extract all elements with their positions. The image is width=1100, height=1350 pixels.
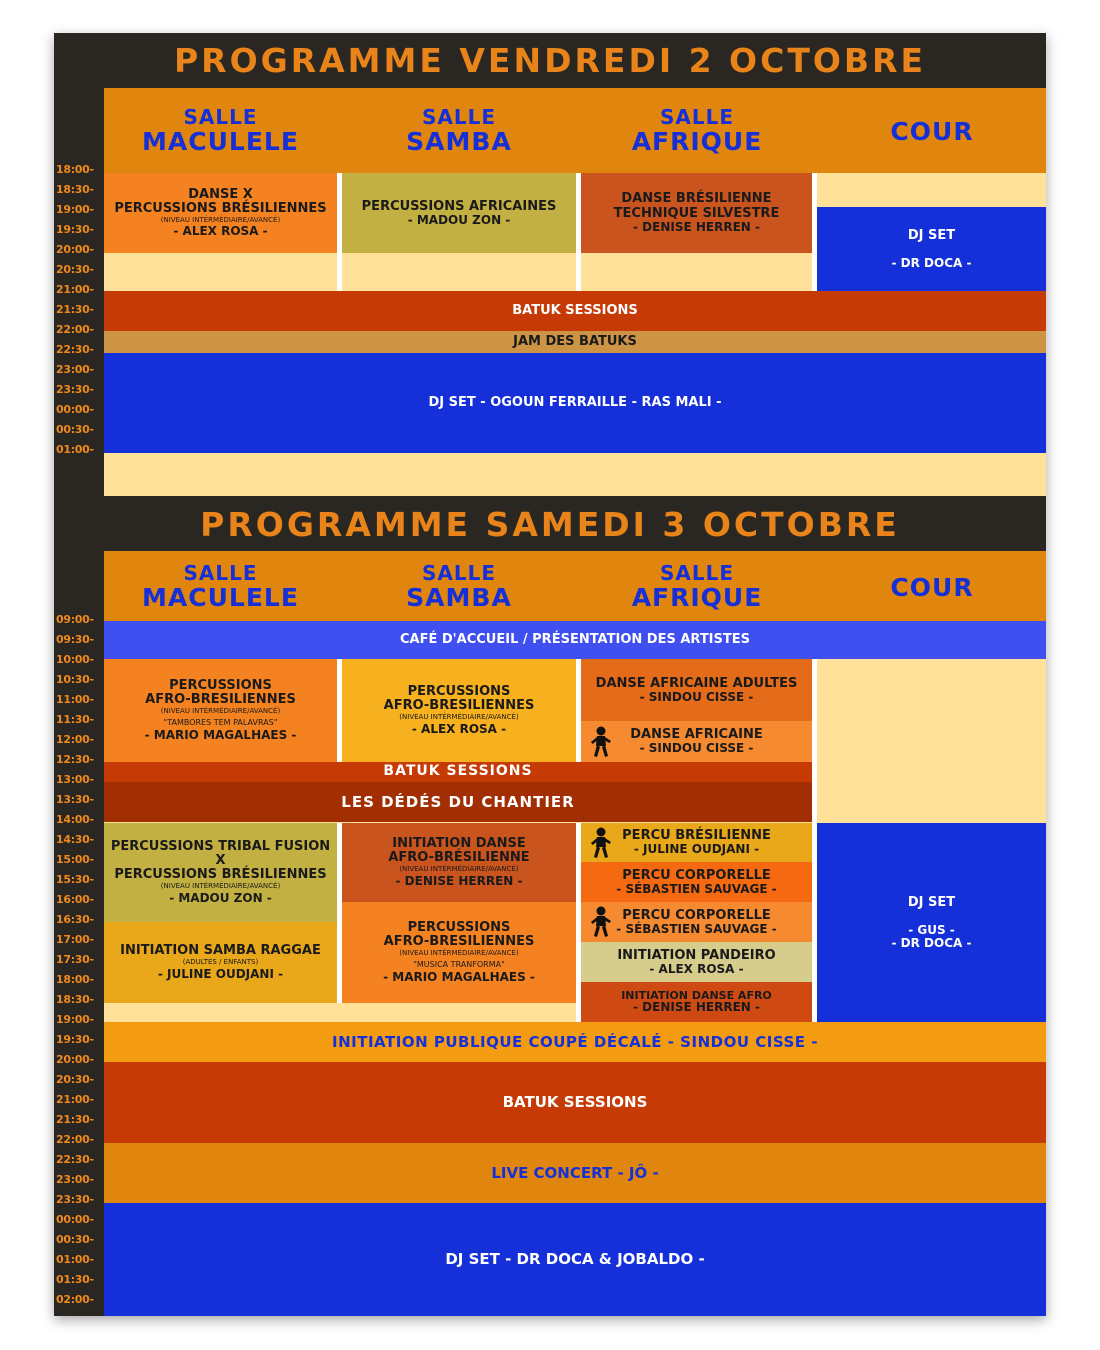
saturday-event-percu-corpo-1: [581, 862, 812, 902]
event-artist: - MARIO MAGALHAES -: [144, 728, 297, 743]
event-name: DJ SET - DR DOCA & JOBALDO -: [445, 1250, 705, 1269]
time-label: 01:30-: [56, 1273, 94, 1286]
col-line1: SALLE: [183, 105, 258, 129]
saturday-event-perc-afro-3: [342, 902, 576, 1003]
event-level: (NIVEAU INTÉRMÉDIAIRE/AVANCÉ): [399, 713, 519, 722]
event-name: AFRO-BRESILIENNES: [145, 691, 296, 707]
event-quote: "MUSICA TRANFORMA": [413, 959, 505, 969]
col-line1: SALLE: [421, 560, 497, 585]
time-label: 22:30-: [56, 343, 94, 356]
time-label: 23:30-: [56, 383, 94, 396]
time-label: 00:30-: [56, 1233, 94, 1246]
time-label: 20:00-: [56, 1053, 94, 1066]
friday-event-danse-bresilienne: [581, 173, 812, 253]
time-label: 00:00-: [56, 1213, 94, 1226]
time-label: 20:30-: [56, 263, 94, 276]
event-name: PERCUSSIONS BRÉSILIENNES: [114, 867, 327, 883]
time-label: 20:30-: [56, 1073, 94, 1086]
event-name: DANSE AFRICAINE: [630, 727, 763, 742]
saturday-event-live: [104, 1143, 1046, 1203]
event-name: PERCUSSIONS TRIBAL FUSION X: [110, 839, 331, 869]
col-line2: MACULELE: [142, 582, 299, 612]
event-quote: "TAMBORES TEM PALAVRAS": [163, 717, 278, 727]
event-name: INITIATION PUBLIQUE COUPÉ DÉCALÉ - SINDOU CISSE -: [332, 1032, 818, 1051]
col-line2: AFRIQUE: [631, 582, 763, 612]
friday-title: PROGRAMME VENDREDI 2 OCTOBRE: [174, 41, 926, 80]
child-silhouette-icon: [589, 827, 613, 859]
event-level: (NIVEAU INTÉRMÉDIAIRE/AVANCÉ): [399, 948, 519, 957]
event-artist: - MADOU ZON -: [169, 890, 272, 905]
event-name: BATUK SESSIONS: [512, 302, 638, 318]
saturday-event-dj-set-night: [104, 1203, 1046, 1316]
saturday-event-init-danse-afro-bres: [342, 823, 576, 902]
time-label: 10:00-: [56, 653, 94, 666]
saturday-event-samba-raggae: [104, 922, 337, 1003]
time-label: 00:00-: [56, 403, 94, 416]
time-label: 11:30-: [56, 713, 94, 726]
saturday-event-percu-corpo-2: [581, 902, 812, 942]
event-artist: - MADOU ZON -: [407, 212, 511, 227]
child-silhouette-icon: [589, 906, 613, 938]
event-artist: - DR DOCA -: [891, 935, 972, 950]
event-artist: - JULINE OUDJANI -: [157, 966, 284, 981]
time-label: 00:30-: [56, 423, 94, 436]
friday-col-maculele: [104, 88, 337, 173]
time-label: 23:00-: [56, 363, 94, 376]
time-label: 22:30-: [56, 1153, 94, 1166]
time-label: 17:30-: [56, 953, 94, 966]
time-label: 13:00-: [56, 773, 94, 786]
event-name: DANSE X: [188, 186, 253, 202]
friday-event-jam: [104, 331, 1046, 353]
event-level: (NIVEAU INTÉRMÉDIAIRE/AVANCÉ): [160, 706, 281, 715]
time-label: 09:30-: [56, 633, 94, 646]
event-artist: - SINDOU CISSE -: [639, 741, 754, 756]
event-name: AFRO-BRESILIENNES: [383, 933, 535, 949]
child-silhouette-icon: [589, 726, 613, 758]
event-name: DJ SET: [907, 894, 956, 910]
col-line1: SALLE: [659, 560, 735, 585]
event-name: PERCU CORPORELLE: [622, 867, 771, 883]
friday-event-dj-set-cour: [817, 207, 1046, 291]
time-label: 15:30-: [56, 873, 94, 886]
time-label: 23:00-: [56, 1173, 94, 1186]
time-label: 20:00-: [56, 243, 94, 256]
event-name: DANSE BRÉSILIENNE: [621, 191, 772, 207]
event-name: BATUK SESSIONS: [383, 763, 533, 780]
event-name: DANSE AFRICAINE ADULTES: [595, 675, 798, 691]
saturday-event-perc-afro-2: [342, 659, 576, 762]
saturday-event-coupe-decale: [104, 1022, 1046, 1062]
event-name: CAFÉ D'ACCUEIL / PRÉSENTATION DES ARTISTES: [400, 631, 750, 647]
time-label: 18:00-: [56, 163, 94, 176]
friday-event-batuk: [104, 291, 1046, 331]
col-line2: MACULELE: [142, 127, 299, 156]
event-name: AFRO-BRESILIENNES: [383, 698, 535, 714]
friday-end-cream: [104, 453, 1046, 496]
col-line1: SALLE: [421, 105, 497, 129]
saturday-col-samba: [342, 551, 576, 621]
time-label: 18:30-: [56, 993, 94, 1006]
col-line2: SAMBA: [406, 127, 512, 156]
saturday-event-perc-afro-1: [104, 659, 337, 762]
time-label: 01:00-: [56, 1253, 94, 1266]
time-label: 15:00-: [56, 853, 94, 866]
event-name: TECHNIQUE SILVESTRE: [613, 205, 780, 221]
event-artist: - MARIO MAGALHAES -: [383, 970, 535, 985]
time-label: 21:00-: [56, 1093, 94, 1106]
event-name: PERCUSSIONS: [169, 677, 272, 693]
time-label: 09:00-: [56, 613, 94, 626]
saturday-event-percu-bres: [581, 823, 812, 862]
col-line2: COUR: [890, 572, 974, 602]
time-label: 01:00-: [56, 443, 94, 456]
event-artist: - SÉBASTIEN SAUVAGE -: [616, 881, 777, 896]
time-label: 10:30-: [56, 673, 94, 686]
event-artist: - ALEX ROSA -: [173, 224, 268, 239]
time-label: 21:30-: [56, 303, 94, 316]
friday-col-afrique: [580, 88, 814, 173]
time-label: 21:00-: [56, 283, 94, 296]
festival-programme-poster: [54, 33, 1046, 1316]
saturday-header-row: [104, 551, 1046, 621]
friday-event-danse-x: [104, 173, 337, 253]
saturday-event-danse-africaine-adultes: [581, 659, 812, 721]
time-label: 16:00-: [56, 893, 94, 906]
event-name: INITIATION DANSE: [392, 836, 526, 852]
friday-col-cour: [818, 88, 1046, 173]
time-label: 12:00-: [56, 733, 94, 746]
event-artist: - GUS -: [908, 922, 955, 937]
event-level: (NIVEAU INTÉRMÉDIAIRE/AVANCÉ): [160, 215, 281, 224]
friday-col-samba: [342, 88, 576, 173]
event-artist: - DENISE HERREN -: [633, 1000, 760, 1015]
time-label: 22:00-: [56, 1133, 94, 1146]
event-level: (ADULTES / ENFANTS): [182, 958, 259, 967]
time-label: 18:30-: [56, 183, 94, 196]
friday-header-row: [104, 88, 1046, 173]
event-artist: - DR DOCA -: [891, 255, 972, 270]
saturday-title: PROGRAMME SAMEDI 3 OCTOBRE: [200, 505, 900, 544]
saturday-event-dedes: [104, 782, 812, 822]
event-name: PERCUSSIONS: [407, 684, 511, 700]
time-label: 13:30-: [56, 793, 94, 806]
event-artist: - DENISE HERREN -: [395, 873, 523, 888]
event-level: (NIVEAU INTÉRMÉDIAIRE/AVANCÉ): [399, 865, 519, 874]
event-name: PERCUSSIONS AFRICAINES: [361, 198, 557, 214]
time-label: 02:00-: [56, 1293, 94, 1306]
time-label: 14:30-: [56, 833, 94, 846]
event-level: (NIVEAU INTÉRMÉDIAIRE/AVANCÉ): [160, 882, 281, 891]
event-name: PERCU BRÉSILIENNE: [622, 828, 771, 843]
time-label: 19:30-: [56, 1033, 94, 1046]
event-name: PERCU CORPORELLE: [622, 907, 771, 923]
time-label: 12:30-: [56, 753, 94, 766]
saturday-event-batuk-evening: [104, 1062, 1046, 1143]
saturday-event-danse-africaine-kids: [581, 721, 812, 762]
friday-event-dj-set-night: [104, 353, 1046, 453]
event-name: PERCUSSIONS: [407, 919, 511, 935]
saturday-event-dj-set-cour: [817, 823, 1046, 1022]
col-line1: SALLE: [659, 105, 735, 129]
saturday-event-tribal-fusion: [104, 823, 337, 922]
event-name: BATUK SESSIONS: [502, 1093, 648, 1112]
time-label: 18:00-: [56, 973, 94, 986]
saturday-col-afrique: [580, 551, 814, 621]
time-label: 19:30-: [56, 223, 94, 236]
event-artist: - DENISE HERREN -: [633, 219, 760, 234]
saturday-event-init-danse-afro: [581, 982, 812, 1022]
saturday-event-batuk-midday: [104, 762, 812, 782]
time-label: 19:00-: [56, 203, 94, 216]
time-label: 22:00-: [56, 323, 94, 336]
event-name: INITIATION SAMBA RAGGAE: [120, 943, 321, 959]
event-name: AFRO-BRÉSILIENNE: [388, 850, 530, 866]
event-artist: - SINDOU CISSE -: [639, 689, 754, 704]
saturday-event-cafe: [104, 621, 1046, 659]
saturday-col-cour: [818, 551, 1046, 621]
event-name: LIVE CONCERT - JÔ -: [491, 1163, 659, 1182]
event-artist: - ALEX ROSA -: [649, 961, 744, 976]
event-artist: - SÉBASTIEN SAUVAGE -: [616, 921, 777, 936]
time-label: 21:30-: [56, 1113, 94, 1126]
col-line2: SAMBA: [406, 582, 512, 612]
event-name: PERCUSSIONS BRÉSILIENNES: [114, 200, 327, 216]
col-line1: SALLE: [183, 560, 258, 585]
friday-event-perc-africaines: [342, 173, 576, 253]
col-line2: AFRIQUE: [631, 127, 763, 156]
event-artist: - ALEX ROSA -: [411, 721, 507, 736]
time-label: 11:00-: [56, 693, 94, 706]
event-name: JAM DES BATUKS: [513, 333, 637, 349]
event-name: DJ SET - OGOUN FERRAILLE - RAS MALI -: [428, 394, 722, 410]
event-name: DJ SET: [907, 227, 956, 243]
time-label: 14:00-: [56, 813, 94, 826]
event-name: INITIATION PANDEIRO: [617, 947, 776, 963]
saturday-col-maculele: [104, 551, 337, 621]
event-name: LES DÉDÉS DU CHANTIER: [341, 792, 575, 811]
time-label: 19:00-: [56, 1013, 94, 1026]
time-label: 23:30-: [56, 1193, 94, 1206]
saturday-event-pandeiro: [581, 942, 812, 982]
event-name: INITIATION DANSE AFRO: [621, 988, 772, 1002]
col-line2: COUR: [890, 117, 974, 146]
event-artist: - JULINE OUDJANI -: [633, 842, 760, 857]
time-label: 17:00-: [56, 933, 94, 946]
time-label: 16:30-: [56, 913, 94, 926]
